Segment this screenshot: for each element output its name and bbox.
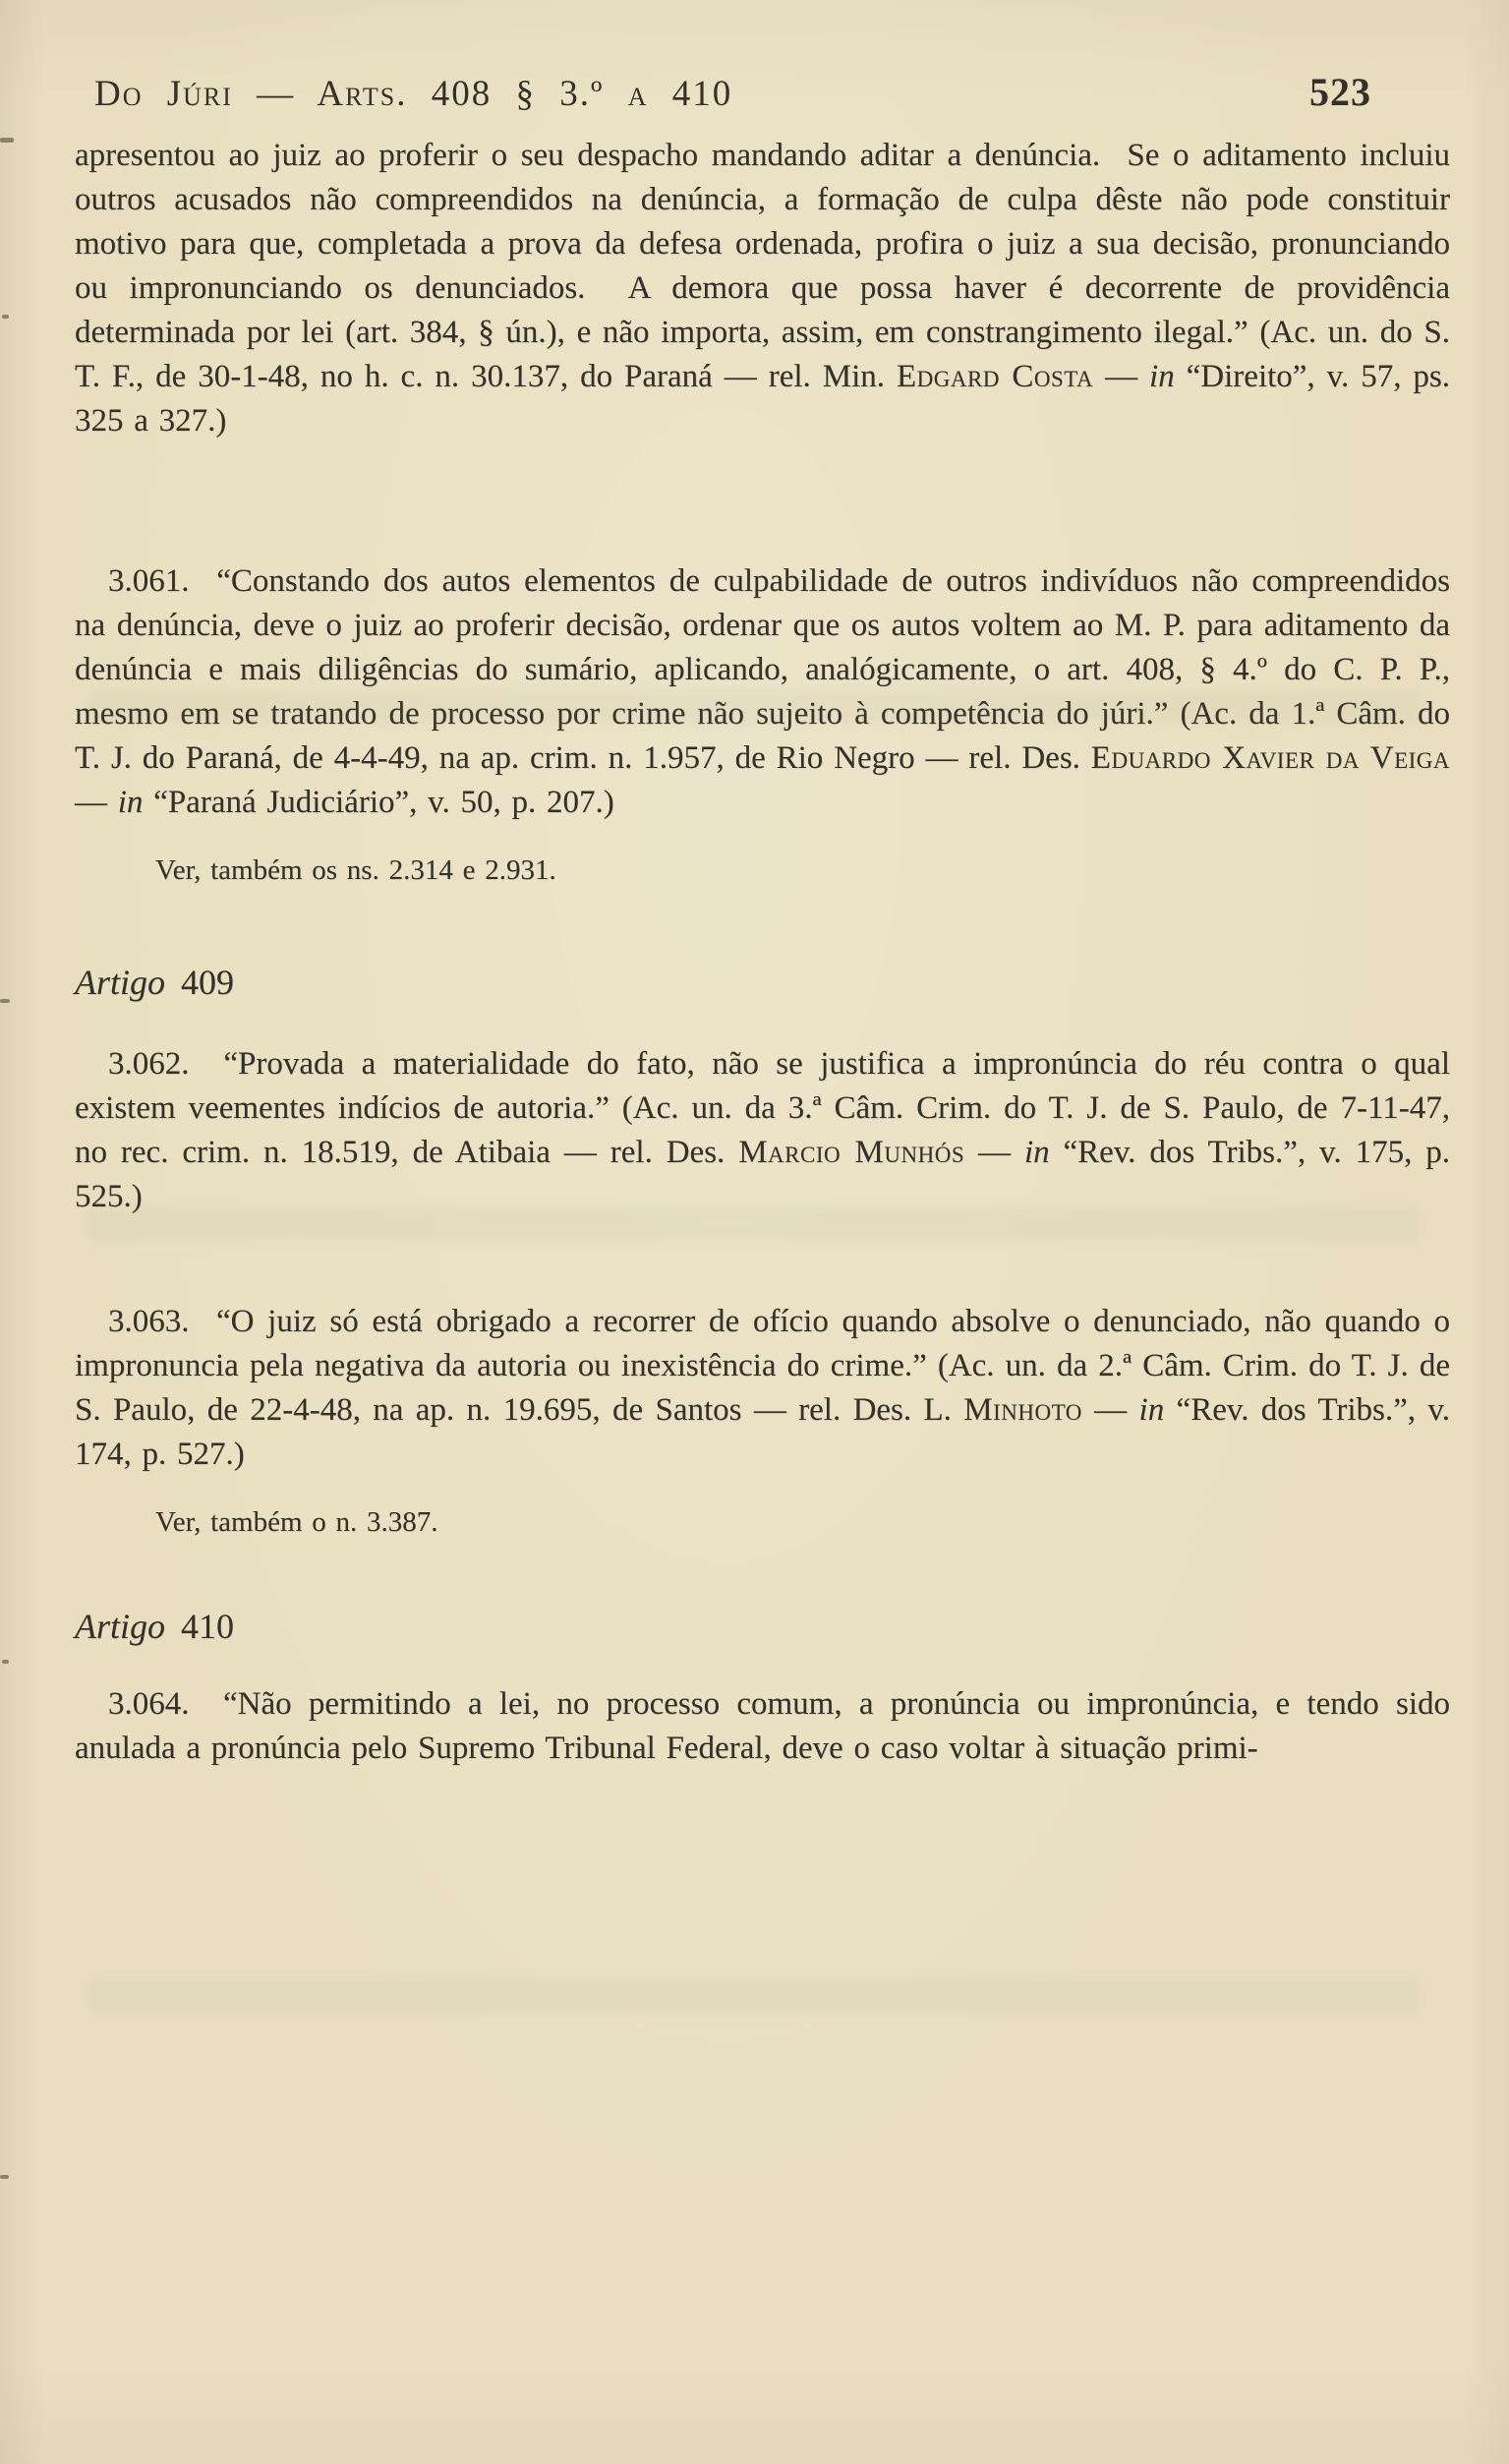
text-segment: in xyxy=(1149,359,1175,394)
article-heading-410 xyxy=(75,1605,1450,1649)
text-segment: 3.064. “Não permitindo a lei, no processo comum, a pronúncia ou impronúncia, e tendo sido anulada a pronúncia pelo Supremo Tribunal Federal, deve o caso voltar à situação primi- xyxy=(75,1686,1450,1766)
scan-artifact xyxy=(0,2175,9,2179)
article-heading-409 xyxy=(75,961,1450,1005)
article-word: Artigo xyxy=(75,1607,166,1646)
text-segment: Ver, também os ns. 2.314 e 2.931. xyxy=(155,854,556,886)
cross-reference-note-1 xyxy=(155,851,1450,890)
article-word: Artigo xyxy=(75,963,166,1002)
text-segment: “Paraná Judiciário”, v. 50, p. 207.) xyxy=(143,785,614,820)
scan-artifact xyxy=(0,999,10,1003)
text-segment: “Direito”, v. 57, ps. 325 a 327.) xyxy=(75,359,1451,439)
article-number: 409 xyxy=(181,963,235,1002)
paragraph-3064 xyxy=(75,1682,1450,1771)
text-segment: “Rev. dos Tribs.”, v. 175, p. 525.) xyxy=(75,1135,1450,1214)
text-segment: 3.063. “O juiz só está obrigado a recorrer de ofício quando absolve o denunciado, não quando o impronuncia pela negativa da autoria ou inexistência do crime.” (Ac. un. da 2.ª Câm. Crim. do T. J. de S. Paulo, de 22-4-48, na ap. n. 19.695, de Santos — rel. Des. L. xyxy=(75,1304,1450,1428)
text-segment: “Rev. dos Tribs.”, v. 174, p. 527.) xyxy=(75,1392,1450,1472)
bleed-through-band xyxy=(88,1978,1421,2012)
text-segment: — xyxy=(1081,1392,1139,1428)
text-segment: in xyxy=(1138,1392,1165,1428)
cross-reference-note-2 xyxy=(155,1502,1450,1542)
paragraph-3061 xyxy=(75,559,1450,825)
text-segment: Ver, também o n. 3.387. xyxy=(155,1506,438,1538)
paragraph-3063 xyxy=(75,1300,1450,1477)
running-title: Do Júri — Arts. 408 § 3.º a 410 xyxy=(94,74,733,114)
page-body xyxy=(75,134,1450,1771)
text-segment: — xyxy=(75,785,118,820)
text-segment: 3.061. “Constando dos autos elementos de culpabilidade de outros indivíduos não compreendidos na denúncia, deve o juiz ao proferir decisão, ordenar que os autos voltem ao M. P. para aditamento da denúncia e mais diligências do sumário, aplicando, analógicamente, o art. 408, § 4.º do C. P. P., mesmo em se tratando de processo por crime não sujeito à competência do júri.” (Ac. da 1.ª Câm. do T. J. do Paraná, de 4-4-49, na ap. crim. n. 1.957, de Rio Negro — rel. Des. xyxy=(75,563,1450,776)
article-number: 410 xyxy=(181,1607,235,1646)
text-segment: Eduardo Xavier da Veiga xyxy=(1090,740,1450,776)
scan-artifact xyxy=(2,1660,9,1664)
paragraph-continuation xyxy=(75,134,1450,443)
paragraph-3062 xyxy=(75,1042,1450,1219)
text-segment: apresentou ao juiz ao proferir o seu despacho mandando aditar a denúncia. Se o aditamento incluiu outros acusados não compreendidos na denúncia, a formação de culpa dêste não pode constituir motivo para que, completada a prova da defesa ordenada, profira o juiz a sua decisão, pronunciando ou impronunciando os denunciados. A demora que possa haver é decorrente de providência determinada por lei (art. 384, § ún.), e não importa, assim, em constrangimento ilegal.” (Ac. un. do S. T. F., de 30-1-48, no h. c. n. 30.137, do Paraná — rel. Min. xyxy=(75,138,1450,394)
text-segment: Edgard Costa xyxy=(896,359,1094,394)
text-segment: Marcio Munhós xyxy=(738,1135,965,1170)
scan-artifact xyxy=(2,315,9,319)
running-header xyxy=(75,69,1450,120)
scan-artifact xyxy=(0,138,14,143)
text-segment: Minhoto xyxy=(963,1392,1082,1428)
text-segment: 3.062. “Provada a materialidade do fato, não se justifica a impronúncia do réu contra o qual existem veementes indícios de autoria.” (Ac. un. da 3.ª Câm. Crim. do T. J. de S. Paulo, de 7-11-47, no rec. crim. n. 18.519, de Atibaia — rel. Des. xyxy=(75,1046,1450,1170)
text-segment: in xyxy=(1023,1135,1050,1170)
text-segment: — xyxy=(964,1135,1024,1170)
text-segment: — xyxy=(1093,359,1150,394)
text-segment: in xyxy=(117,785,144,820)
page-number: 523 xyxy=(1309,70,1371,114)
